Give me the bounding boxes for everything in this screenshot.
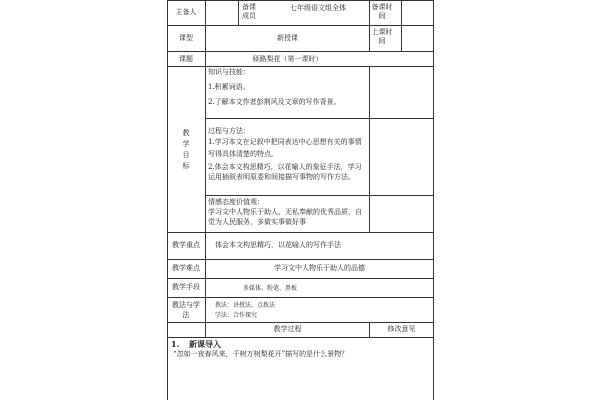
preparer-label: 主备人: [175, 8, 197, 16]
attitude-title: 情感态度价值观：: [208, 198, 264, 206]
lesson-plan-table: [167, 0, 434, 400]
process-header: 教学过程: [273, 325, 302, 333]
focus-label: 教学重点: [172, 241, 200, 249]
class-time-label: 上课时间: [371, 28, 393, 45]
knowledge-title: 知识与技能：: [208, 68, 250, 76]
teach-method: 教法：讲授法、点拨法: [215, 302, 276, 309]
lesson-type-label: 课型: [179, 34, 193, 42]
methods-label: 教法与学法: [172, 301, 200, 319]
objectives-label: 教学目标: [182, 129, 190, 170]
process-item-2: 2.体会本文构思精巧，以花喻人的象征手法，学习运用插叙表明原委和间接描写事物的写作方法。: [208, 163, 362, 181]
prep-time-label: 备课时间: [371, 3, 393, 20]
section-title: 新课导入: [189, 339, 221, 349]
knowledge-item-2: 2.了解本文作者彭荆风及文章的写作背景。: [208, 98, 341, 106]
difficulty-value: 学习文中人物乐于助人的品德: [274, 264, 365, 272]
focus-value: 体会本文构思精巧，以花喻人的写作手法: [215, 241, 341, 249]
section-quote: “忽如一夜春风来，千树万树梨花开”描写的是什么景物？: [173, 350, 349, 358]
process-title: 过程与方法：: [208, 127, 250, 135]
means-label: 教学手段: [172, 283, 200, 291]
process-item-1: 1.学习本文在记叙中把同表达中心思想有关的事情写得具体清楚的特点。: [208, 138, 362, 158]
attitude-text: 学习文中人物乐于助人、无私奉献的优秀品质，自觉为人民服务，多做实事做好事: [208, 208, 362, 226]
section-number: 1.: [171, 339, 180, 349]
topic-label: 课题: [179, 55, 193, 63]
learn-method: 学法：合作探究: [215, 312, 258, 319]
topic-value: 驿路梨花（第一课时）: [252, 55, 323, 63]
knowledge-item-1: 1.积累词语。: [208, 83, 250, 91]
notes-header: 修改意见: [387, 325, 416, 333]
members-value: 七年级语文组全体: [290, 4, 346, 12]
difficulty-label: 教学难点: [172, 264, 200, 272]
members-label: 备课成员: [242, 3, 256, 20]
lesson-type-value: 新授课: [277, 34, 298, 42]
means-value: 多媒体、粉笔、黑板: [243, 285, 298, 292]
